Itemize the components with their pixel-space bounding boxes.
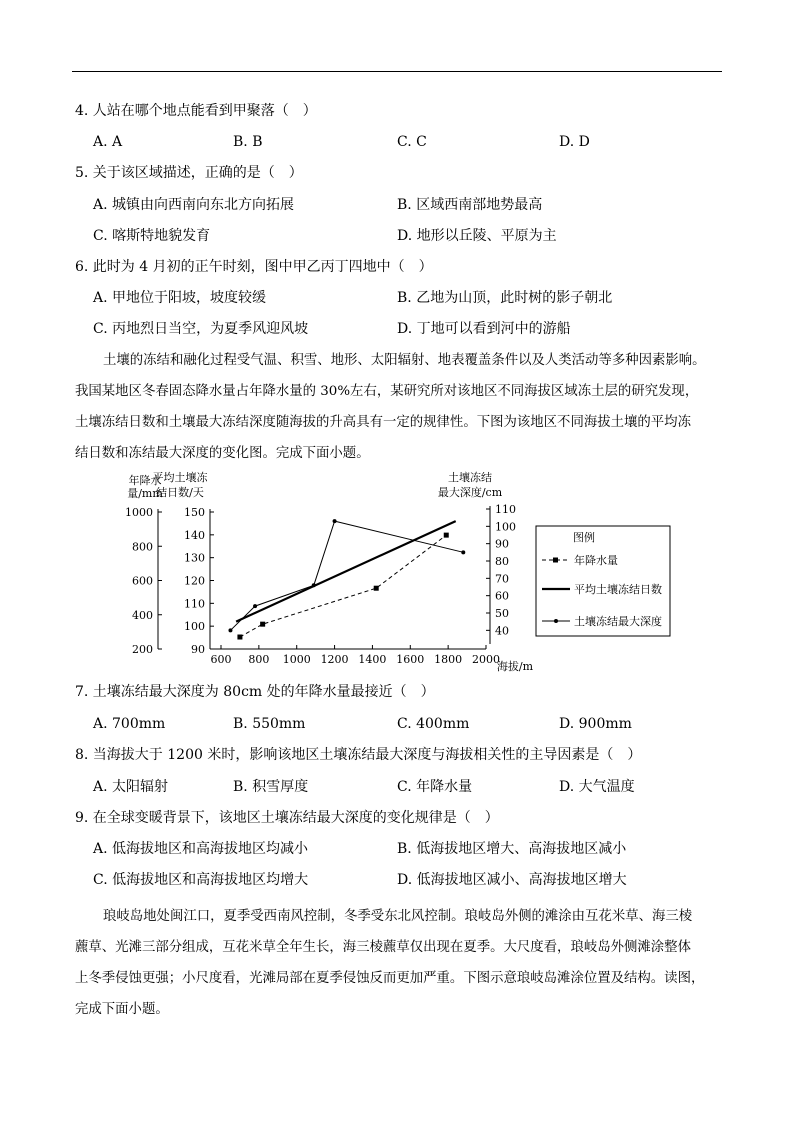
passage-line: 结日数和冻结最大深度的变化图。完成下面小题。 bbox=[75, 446, 370, 461]
data-point-square bbox=[444, 533, 449, 538]
series-line bbox=[231, 521, 464, 630]
series-line bbox=[240, 535, 446, 637]
data-point-dot bbox=[333, 519, 337, 523]
y-tick-label: 80 bbox=[495, 555, 509, 568]
x-axis-title: 海拔/m bbox=[496, 660, 534, 673]
y-tick-label: 130 bbox=[184, 551, 205, 565]
y-tick-label: 140 bbox=[184, 528, 205, 542]
q9-option-d[interactable]: D. 低海拔地区减小、高海拔地区增大 bbox=[397, 872, 627, 888]
x-tick-label: 1600 bbox=[396, 653, 425, 666]
y-axis-title: 最大深度/cm bbox=[437, 486, 503, 499]
question-7-stem: 7. 土壤冻结最大深度为 80cm 处的年降水量最接近（ ） bbox=[75, 684, 435, 700]
question-9-stem: 9. 在全球变暖背景下，该地区土壤冻结最大深度的变化规律是（ ） bbox=[75, 810, 499, 826]
q9-option-a[interactable]: A. 低海拔地区和高海拔地区均减小 bbox=[93, 841, 309, 857]
q4-option-c[interactable]: C. C bbox=[397, 134, 427, 150]
y-axis-title: 量/mm bbox=[127, 487, 163, 500]
q4-option-d[interactable]: D. D bbox=[559, 134, 590, 150]
passage-frozen-soil bbox=[75, 345, 723, 469]
q7-option-a[interactable]: A. 700mm bbox=[93, 716, 166, 732]
series-line bbox=[236, 521, 456, 622]
y-tick-label: 400 bbox=[132, 608, 153, 622]
data-point-dot bbox=[228, 628, 232, 632]
q6-option-d[interactable]: D. 丁地可以看到河中的游船 bbox=[397, 321, 571, 337]
y-tick-label: 90 bbox=[191, 643, 205, 656]
q4-option-a[interactable]: A. A bbox=[93, 134, 123, 150]
q7-option-c[interactable]: C. 400mm bbox=[397, 716, 470, 732]
y-tick-label: 120 bbox=[184, 574, 205, 588]
data-point-square bbox=[374, 586, 379, 591]
x-tick-label: 1800 bbox=[434, 653, 463, 666]
y-tick-label: 1000 bbox=[125, 506, 153, 519]
y-tick-label: 600 bbox=[132, 574, 153, 588]
legend-label: 平均土壤冻结日数 bbox=[574, 583, 662, 596]
y-tick-label: 90 bbox=[495, 537, 509, 551]
passage-line: 土壤的冻结和融化过程受气温、积雪、地形、太阳辐射、地表覆盖条件以及人类活动等多种因素影响。 bbox=[103, 353, 706, 368]
passage-line: 我国某地区冬春固态降水量占年降水量的 30%左右，某研究所对该地区不同海拔区域冻土层的研究发现， bbox=[75, 384, 699, 399]
q5-option-a[interactable]: A. 城镇由向西南向东北方向拓展 bbox=[93, 197, 295, 213]
x-tick-label: 600 bbox=[210, 653, 232, 666]
question-6-stem: 6. 此时为 4 月初的正午时刻，图中甲乙丙丁四地中（ ） bbox=[75, 259, 433, 275]
question-5-stem: 5. 关于该区域描述，正确的是（ ） bbox=[75, 165, 303, 181]
y-tick-label: 110 bbox=[495, 503, 516, 516]
x-tick-label: 1200 bbox=[320, 653, 349, 666]
y-axis-title: 平均土壤冻 bbox=[152, 471, 208, 484]
passage-langqi-island bbox=[75, 901, 723, 1025]
y-axis-title: 结日数/天 bbox=[156, 486, 204, 499]
q8-option-a[interactable]: A. 太阳辐射 bbox=[93, 779, 169, 795]
x-tick-label: 2000 bbox=[472, 653, 500, 666]
legend-label: 土壤冻结最大深度 bbox=[574, 615, 662, 628]
q9-option-c[interactable]: C. 低海拔地区和高海拔地区均增大 bbox=[93, 872, 309, 888]
y-tick-label: 800 bbox=[132, 540, 153, 554]
q8-option-c[interactable]: C. 年降水量 bbox=[397, 779, 473, 795]
y-tick-label: 100 bbox=[495, 520, 516, 534]
y-tick-label: 60 bbox=[495, 589, 509, 603]
passage-line: 琅岐岛地处闽江口，夏季受西南风控制，冬季受东北风控制。琅岐岛外侧的滩涂由互花米草、海三棱 bbox=[103, 909, 693, 924]
q6-option-a[interactable]: A. 甲地位于阳坡，坡度较缓 bbox=[93, 290, 267, 306]
y-tick-label: 200 bbox=[132, 643, 153, 656]
q8-option-b[interactable]: B. 积雪厚度 bbox=[233, 779, 309, 795]
passage-line: 藨草、光滩三部分组成，互花米草全年生长，海三棱藨草仅出现在夏季。大尺度看，琅岐岛外侧滩涂整体 bbox=[75, 940, 691, 955]
passage-line: 土壤冻结日数和土壤最大冻结深度随海拔的升高具有一定的规律性。下图为该地区不同海拔土壤的平均冻 bbox=[75, 415, 691, 430]
x-tick-label: 1000 bbox=[282, 653, 311, 666]
data-point-dot bbox=[253, 604, 257, 608]
data-point-square bbox=[260, 622, 265, 627]
q5-option-d[interactable]: D. 地形以丘陵、平原为主 bbox=[397, 228, 557, 244]
q5-option-b[interactable]: B. 区域西南部地势最高 bbox=[397, 197, 543, 213]
y-axis-title: 土壤冻结 bbox=[448, 471, 492, 484]
legend-marker bbox=[553, 558, 558, 563]
x-tick-label: 800 bbox=[248, 653, 270, 666]
frozen-soil-chart bbox=[110, 470, 690, 680]
q7-option-d[interactable]: D. 900mm bbox=[559, 716, 632, 732]
q6-option-c[interactable]: C. 丙地烈日当空，为夏季风迎风坡 bbox=[93, 321, 309, 337]
q8-option-d[interactable]: D. 大气温度 bbox=[559, 779, 635, 795]
passage-line: 上冬季侵蚀更强；小尺度看，光滩局部在夏季侵蚀反而更加严重。下图示意琅岐岛滩涂位置及结构。读图， bbox=[75, 971, 705, 986]
y-tick-label: 100 bbox=[184, 620, 205, 634]
passage-line: 完成下面小题。 bbox=[75, 1002, 169, 1017]
q6-option-b[interactable]: B. 乙地为山顶，此时树的影子朝北 bbox=[397, 290, 613, 306]
y-tick-label: 70 bbox=[495, 572, 509, 586]
header-rule bbox=[72, 71, 722, 72]
legend-title: 图例 bbox=[573, 531, 595, 544]
y-tick-label: 110 bbox=[184, 597, 205, 611]
x-tick-label: 1400 bbox=[358, 653, 387, 666]
data-point-dot bbox=[461, 550, 465, 554]
legend-marker bbox=[554, 619, 558, 623]
q4-option-b[interactable]: B. B bbox=[233, 134, 263, 150]
q5-option-c[interactable]: C. 喀斯特地貌发育 bbox=[93, 228, 211, 244]
data-point-dot bbox=[312, 583, 316, 587]
y-tick-label: 50 bbox=[495, 607, 509, 620]
q9-option-b[interactable]: B. 低海拔地区增大、高海拔地区减小 bbox=[397, 841, 627, 857]
question-8-stem: 8. 当海拔大于 1200 米时，影响该地区土壤冻结最大深度与海拔相关性的主导因素是（ ） bbox=[75, 747, 642, 763]
q7-option-b[interactable]: B. 550mm bbox=[233, 716, 306, 732]
y-axis-title: 年降水 bbox=[128, 474, 162, 487]
legend-label: 年降水量 bbox=[574, 554, 618, 567]
y-tick-label: 40 bbox=[495, 624, 509, 638]
data-point-square bbox=[237, 635, 242, 640]
y-tick-label: 150 bbox=[184, 506, 205, 519]
question-4-stem: 4. 人站在哪个地点能看到甲聚落（ ） bbox=[75, 103, 317, 119]
